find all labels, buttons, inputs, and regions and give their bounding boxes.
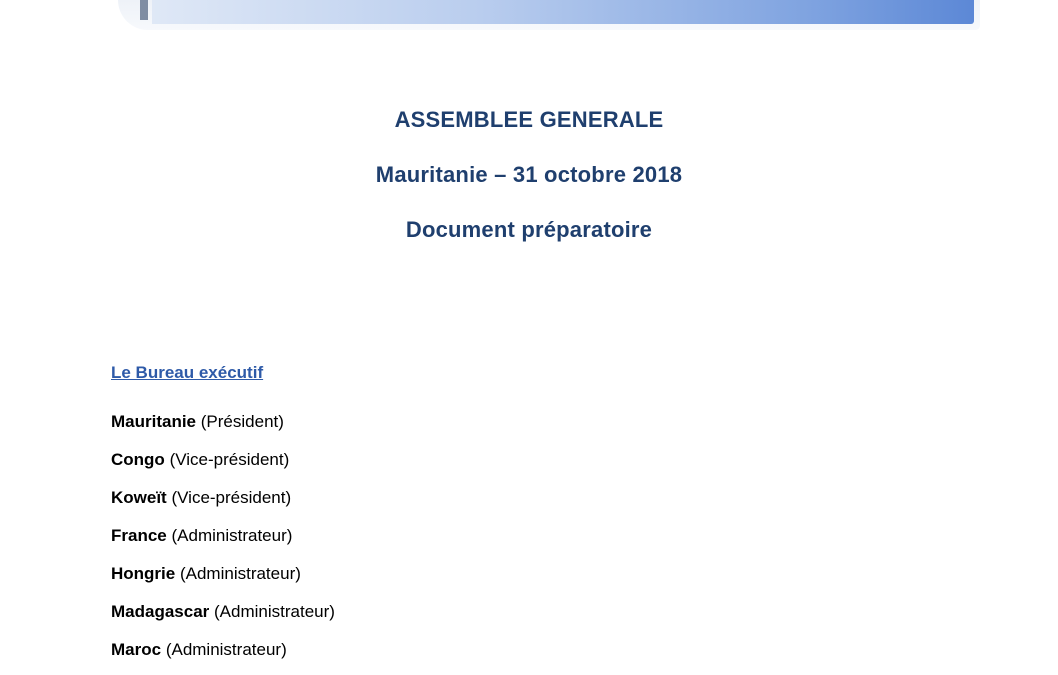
list-item [111, 487, 335, 525]
section-heading-bureau: Le Bureau exécutif [111, 363, 264, 382]
member-role: (Administrateur) [214, 602, 335, 621]
member-role: (Vice-président) [171, 488, 292, 507]
member-country: Maroc [111, 640, 162, 659]
member-country: Koweït [111, 488, 167, 507]
title-block [0, 106, 1058, 271]
member-country: Hongrie [111, 564, 176, 583]
list-item [111, 601, 335, 639]
member-country: Mauritanie [111, 412, 197, 431]
list-item [111, 411, 335, 449]
member-country: Congo [111, 450, 165, 469]
list-item [111, 525, 335, 563]
member-role: (Administrateur) [179, 564, 301, 583]
title-document-type: Document préparatoire [405, 217, 653, 242]
title-assembly: ASSEMBLEE GENERALE [394, 107, 664, 132]
member-role: (Administrateur) [171, 526, 293, 545]
title-location-date: Mauritanie – 31 octobre 2018 [375, 162, 683, 187]
member-role: (Vice-président) [169, 450, 290, 469]
member-role: (Administrateur) [165, 640, 287, 659]
member-role: (Président) [200, 412, 284, 431]
header-banner [152, 0, 974, 24]
header-banner-accent [140, 0, 148, 20]
list-item [111, 563, 335, 601]
member-country: France [111, 526, 167, 545]
list-item [111, 449, 335, 487]
member-country: Madagascar [111, 602, 210, 621]
member-list [111, 411, 335, 675]
list-item [111, 639, 335, 675]
